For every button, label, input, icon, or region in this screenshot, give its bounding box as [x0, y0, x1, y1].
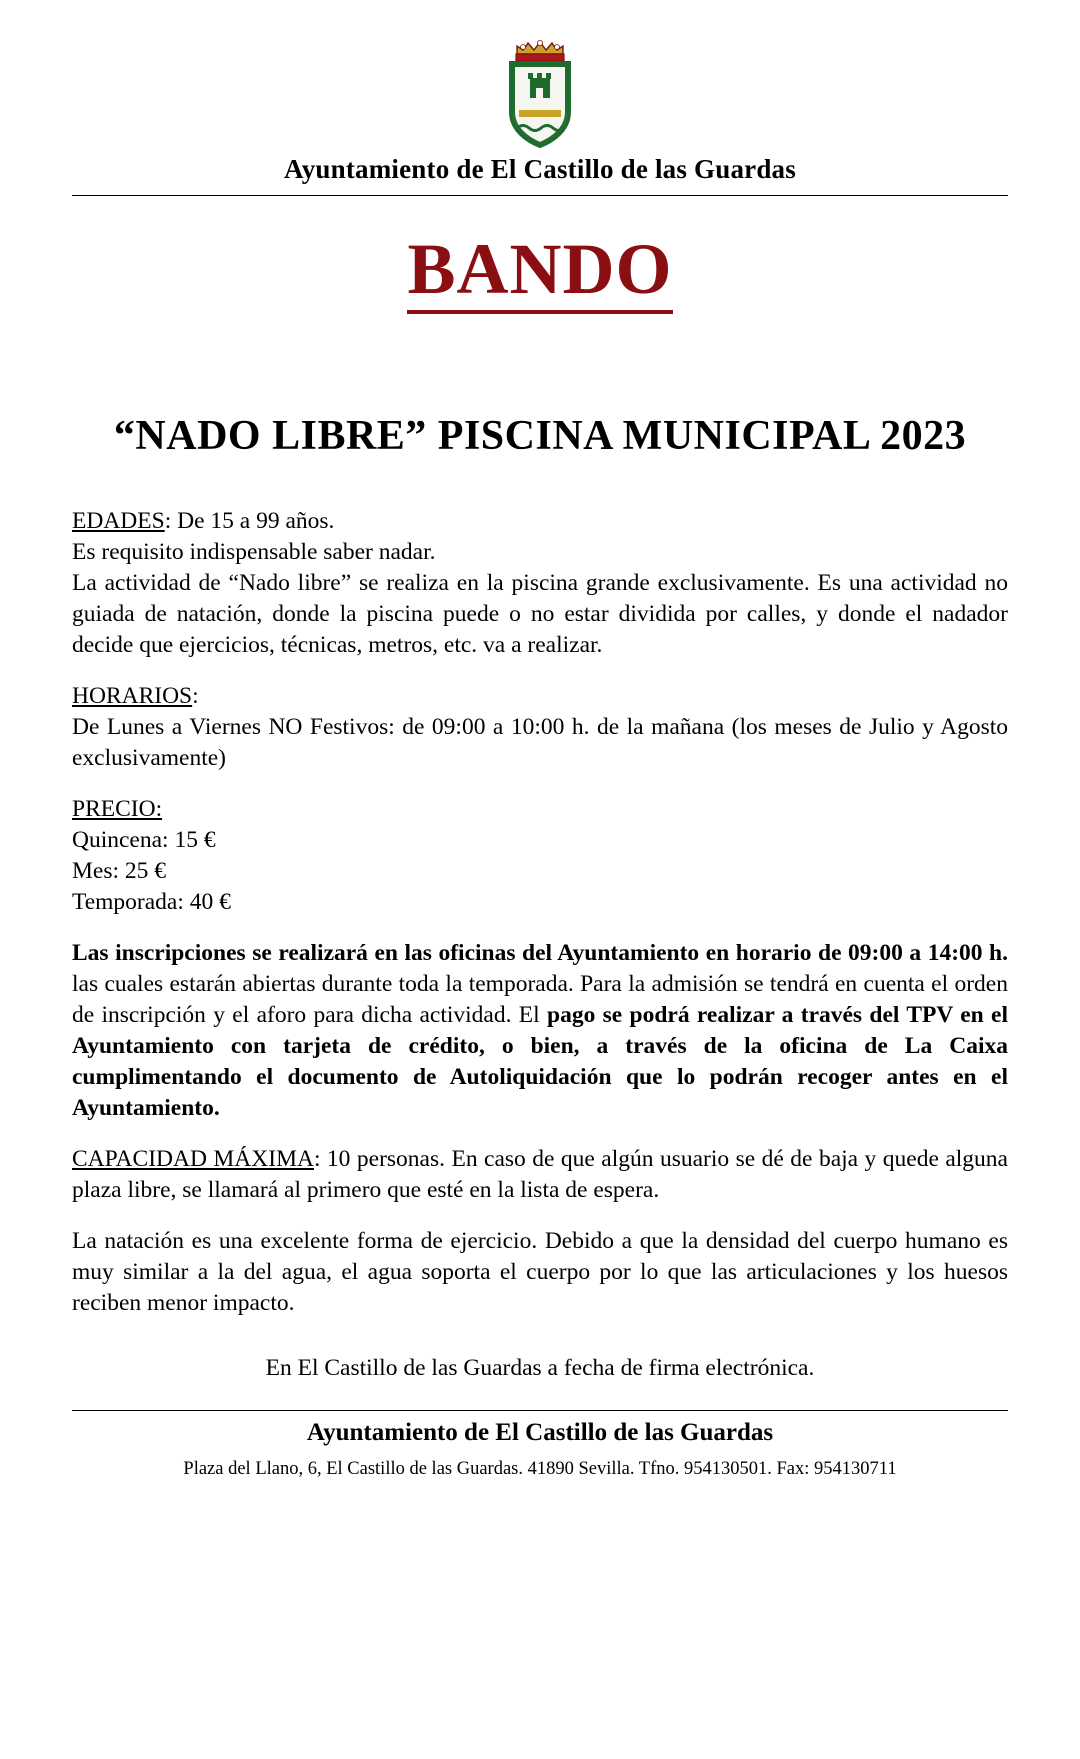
- ages-line2: Es requisito indispensable saber nadar.: [72, 539, 436, 566]
- price-item-mes: Mes: 25 €: [72, 858, 166, 885]
- bando-title-wrap: [72, 229, 1008, 314]
- registration-bold-tail: pago se podrá realizar a través del TPV en el Ayuntamiento con tarjeta de crédito, o bien, a través de la oficina de La Caixa cumplimentando el documento de Autoliquidación que lo podrán recoger antes en el Ayuntamiento.: [72, 1002, 1008, 1122]
- schedule-colon: :: [192, 683, 199, 710]
- ages-value: : De 15 a 99 años.: [164, 508, 335, 535]
- signature-line: En El Castillo de las Guardas a fecha de firma electrónica.: [265, 1355, 815, 1382]
- price-item-quincena: Quincena: 15 €: [72, 827, 216, 854]
- schedule-label: HORARIOS: [72, 683, 193, 710]
- price-label: PRECIO:: [72, 796, 163, 823]
- document-footer: [72, 1410, 1008, 1480]
- section-schedule: [72, 681, 1008, 774]
- footer-divider: [72, 1410, 1008, 1411]
- header-divider: [72, 195, 1008, 196]
- price-item-temporada: Temporada: 40 €: [72, 889, 231, 916]
- page-title: BANDO: [407, 232, 672, 314]
- footer-address: Plaza del Llano, 6, El Castillo de las Guardas. 41890 Sevilla. Tfno. 954130501. Fax: 954130711: [183, 1459, 897, 1480]
- organization-title: Ayuntamiento de El Castillo de las Guardas: [284, 154, 796, 184]
- section-capacity: [72, 1144, 1008, 1206]
- document-header: [72, 38, 1008, 196]
- registration-bold-lead: Las inscripciones se realizará en las oficinas del Ayuntamiento en horario de 09:00 a 14:00 h.: [72, 940, 1008, 967]
- footer-organization: Ayuntamiento de El Castillo de las Guardas: [306, 1419, 774, 1447]
- schedule-value: De Lunes a Viernes NO Festivos: de 09:00 a 10:00 h. de la mañana (los meses de Julio y Agosto exclusivamente): [72, 714, 1008, 772]
- document-body: [72, 506, 1008, 1384]
- section-ages: [72, 506, 1008, 661]
- coat-of-arms-icon: [497, 38, 583, 150]
- document-subtitle: “NADO LIBRE” PISCINA MUNICIPAL 2023: [113, 412, 967, 459]
- section-registration: [72, 938, 1008, 1124]
- ages-label: EDADES: [72, 508, 165, 535]
- capacity-value: : 10 personas. En caso de que algún usuario se dé de baja y quede alguna plaza libre, se llamará al primero que esté en la lista de espera.: [72, 1146, 1008, 1204]
- registration-normal-mid: las cuales estarán abiertas durante toda la temporada. Para la admisión se tendrá en cuenta el orden de inscripción y el aforo para dicha actividad. El: [72, 971, 1008, 1029]
- section-price: [72, 794, 1008, 918]
- section-closing: La natación es una excelente forma de ejercicio. Debido a que la densidad del cuerpo humano es muy similar a la del agua, el agua soporta el cuerpo por lo que las articulaciones y los huesos reciben menor impacto.: [72, 1228, 1008, 1317]
- capacity-label: CAPACIDAD MÁXIMA: [72, 1146, 314, 1173]
- ages-line3: La actividad de “Nado libre” se realiza en la piscina grande exclusivamente. Es una actividad no guiada de natación, donde la piscina puede o no estar dividida por calles, y donde el nadador decide que ejercicios, técnicas, metros, etc. va a realizar.: [72, 570, 1008, 659]
